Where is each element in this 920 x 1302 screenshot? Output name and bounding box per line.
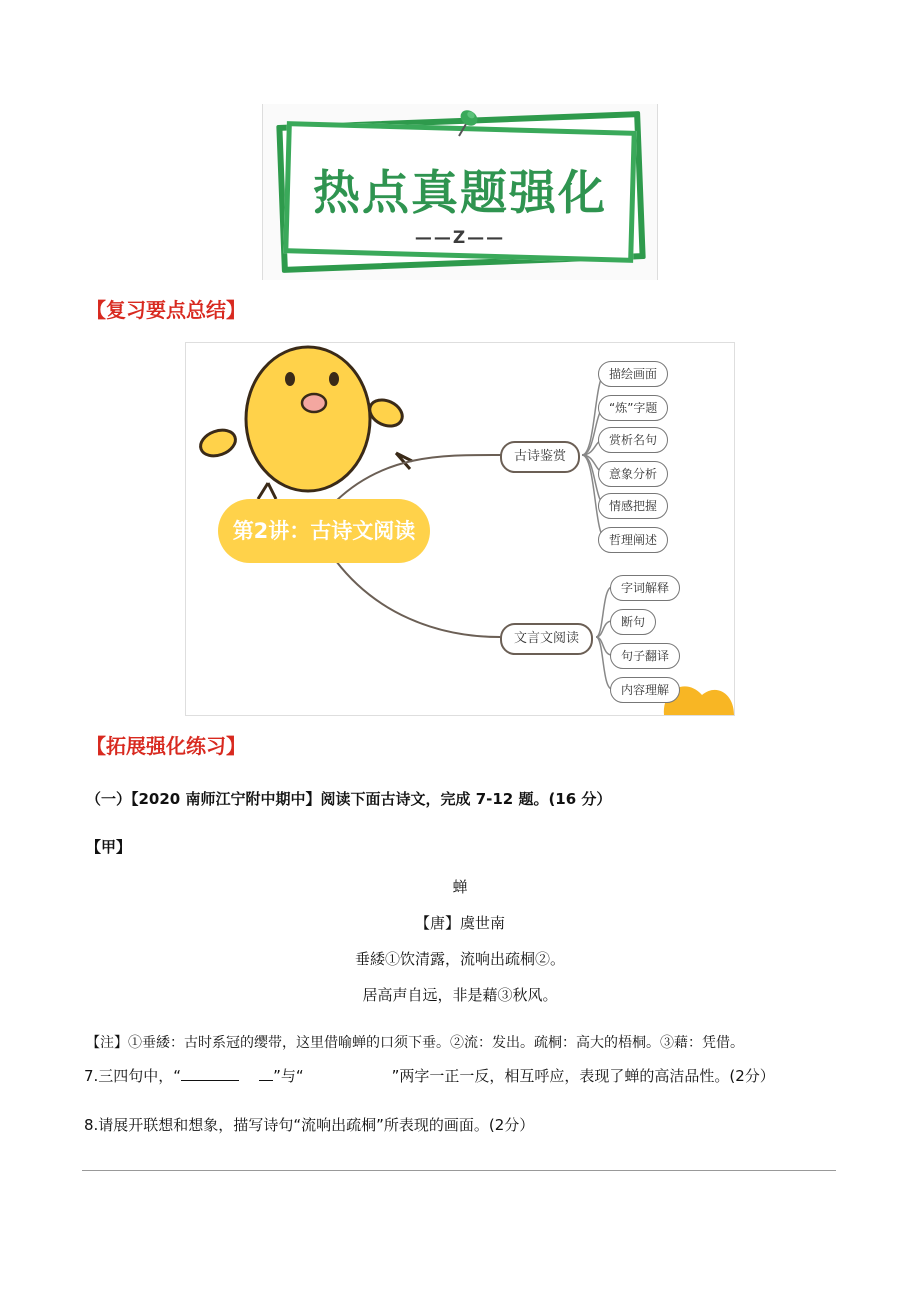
question-7-mid: ”与“ — [273, 1067, 304, 1085]
mindmap-node: 情感把握 — [598, 493, 668, 519]
answer-blank-2[interactable] — [304, 1065, 392, 1081]
mindmap-branch-classical-prose: 文言文阅读 — [500, 623, 593, 655]
chick-left-eye — [285, 372, 295, 386]
banner-title: 热点真题强化 — [313, 166, 607, 221]
mindmap-node: 描绘画面 — [598, 361, 668, 387]
poem-line-1: 垂緌①饮清露，流响出疏桐②。 — [354, 950, 565, 968]
answer-blank-1[interactable] — [181, 1064, 239, 1081]
part-label: 【甲】 — [86, 838, 132, 856]
question-7-prefix: 7.三四句中，“ — [84, 1067, 182, 1085]
mindmap-node: “炼”字题 — [598, 395, 668, 421]
chick-body — [246, 347, 370, 491]
mindmap-branch-ancient-poetry: 古诗鉴赏 — [500, 441, 580, 473]
chick-right-wing — [366, 395, 407, 431]
banner — [262, 104, 658, 280]
chick-right-eye — [329, 372, 339, 386]
poem-author: 【唐】虞世南 — [414, 914, 505, 932]
question-8: 8.请展开联想和想象，描写诗句“流响出疏桐”所表现的画面。(2分） — [84, 1116, 535, 1134]
poem-title: 蝉 — [452, 878, 468, 896]
mindmap-node: 意象分析 — [598, 461, 668, 487]
banner-subtitle: ——Z—— — [414, 228, 506, 248]
section-practice-heading: 【拓展强化练习】 — [86, 734, 246, 758]
mindmap-node: 断句 — [610, 609, 656, 635]
question-7-suffix: ”两字一正一反，相互呼应，表现了蝉的高洁品性。(2分） — [391, 1067, 775, 1085]
mindmap-node: 哲理阐述 — [598, 527, 668, 553]
bottom-divider — [82, 1170, 836, 1171]
mindmap-center: 第2讲：古诗文阅读 — [218, 499, 430, 563]
mindmap-node: 内容理解 — [610, 677, 680, 703]
question-7 — [84, 1064, 775, 1086]
mindmap-node: 赏析名句 — [598, 427, 668, 453]
mindmap-node: 字词解释 — [610, 575, 680, 601]
mindmap-image — [185, 342, 735, 716]
chick-beak — [302, 394, 326, 412]
mindmap-node: 句子翻译 — [610, 643, 680, 669]
answer-blank-1-tail[interactable] — [259, 1064, 273, 1081]
section-review-heading: 【复习要点总结】 — [86, 298, 246, 322]
poem-note: 【注】①垂緌：古时系冠的缨带，这里借喻蝉的口须下垂。②流：发出。疏桐：高大的梧桐。③藉：凭借。 — [86, 1035, 744, 1051]
chick-left-foot — [258, 483, 276, 499]
question-intro: （一）【2020 南师江宁附中期中】阅读下面古诗文，完成 7-12 题。(16 分） — [86, 790, 612, 808]
poem-line-2: 居高声自远，非是藉③秋风。 — [362, 986, 558, 1004]
pushpin-icon — [451, 106, 481, 140]
chick-left-wing — [197, 426, 239, 461]
